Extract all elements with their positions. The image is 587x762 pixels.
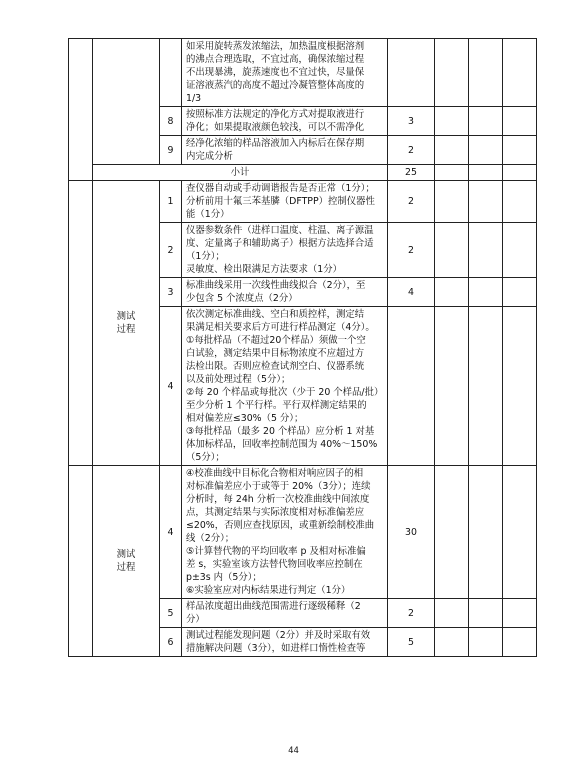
empty-cell: [69, 39, 93, 181]
subtotal-label: [93, 165, 388, 181]
empty-cell: [503, 39, 537, 107]
description-line: 白试验，测定结果中目标物浓度不应超过方: [186, 348, 365, 359]
item-score-text: 2: [408, 144, 414, 156]
description-line: 样品浓度超出曲线范围需进行逐级稀释（2: [186, 601, 361, 612]
empty-cell: [435, 136, 469, 165]
subtotal-label-text: 小计: [230, 167, 250, 178]
description-line: 仪器参数条件（进样口温度、柱温、离子源温: [186, 225, 374, 236]
category-cell: [93, 39, 160, 165]
item-score-text: 5: [408, 636, 414, 648]
description-line: 线（2分）；: [186, 533, 235, 544]
description-line: 至少分析 1 个平行样。平行双样测定结果的: [186, 400, 367, 411]
empty-cell: [69, 466, 93, 657]
item-score: [388, 136, 435, 165]
item-number: [160, 136, 182, 165]
empty-cell: [469, 165, 503, 181]
item-number-text: 5: [167, 607, 174, 619]
category-cell: [93, 466, 160, 657]
empty-cell: [435, 181, 469, 223]
item-description: [182, 628, 388, 657]
empty-cell: [435, 165, 469, 181]
description-line: 经净化浓缩的样品溶液加入内标后在保存期: [186, 138, 365, 149]
description-line: ≤20%，否则应查找原因，或重新绘制校准曲: [186, 520, 375, 531]
item-description: [182, 223, 388, 278]
table-body: [69, 39, 537, 657]
item-number-text: 6: [167, 636, 174, 648]
description-line: ①每批样品（不超过20个样品）须做一个空: [186, 335, 366, 346]
description-line: 1/3: [186, 93, 202, 104]
item-score-text: 2: [408, 607, 414, 619]
category-label: 过程: [116, 324, 136, 335]
item-score-text: 3: [408, 115, 414, 127]
description-line: 果满足相关要求后方可进行样品测定（4分）。: [186, 322, 375, 333]
item-score: [388, 223, 435, 278]
empty-cell: [469, 599, 503, 628]
empty-cell: [469, 628, 503, 657]
empty-cell: [503, 136, 537, 165]
item-score: [388, 307, 435, 466]
empty-cell: [503, 107, 537, 136]
item-description: [182, 107, 388, 136]
item-score-text: 4: [408, 286, 414, 298]
description-line: 对标准偏差应小于或等于 20%（3分）；连续: [186, 481, 371, 492]
item-number: [160, 181, 182, 223]
item-score-text: 30: [405, 526, 417, 538]
item-number-text: 9: [167, 144, 174, 156]
description-line: 以及前处理过程（5分）；: [186, 374, 291, 385]
item-score: [388, 466, 435, 599]
description-line: 能（1分）: [186, 209, 230, 220]
description-line: 措施解决问题（3分），如进样口惰性检查等: [186, 643, 366, 654]
empty-cell: [469, 136, 503, 165]
description-line: 差 s，实验室该方法替代物回收率应控制在: [186, 559, 363, 570]
empty-cell: [435, 107, 469, 136]
item-score: [388, 107, 435, 136]
description-line: ②每 20 个样品或每批次（少于 20 个样品/批）: [186, 387, 383, 398]
empty-cell: [503, 307, 537, 466]
category-cell: [93, 181, 160, 466]
item-score: [388, 39, 435, 107]
item-description: [182, 307, 388, 466]
scoring-table: [68, 38, 537, 657]
empty-cell: [469, 107, 503, 136]
empty-cell: [435, 307, 469, 466]
description-line: 分析前用十氟三苯基膦（DFTPP）控制仪器性: [186, 196, 375, 207]
empty-cell: [469, 181, 503, 223]
subtotal-row: [69, 165, 537, 181]
description-line: 内完成分析: [186, 151, 233, 162]
description-line: 少包含 5 个浓度点（2分）: [186, 293, 298, 304]
item-number-text: 4: [167, 526, 174, 538]
empty-cell: [469, 278, 503, 307]
empty-cell: [435, 628, 469, 657]
subtotal-value: [388, 165, 435, 181]
description-line: 依次测定标准曲线、空白和质控样，测定结: [186, 309, 365, 320]
item-score-text: 2: [408, 244, 414, 256]
item-description: [182, 136, 388, 165]
item-score: [388, 278, 435, 307]
item-score: [388, 181, 435, 223]
item-description: [182, 466, 388, 599]
description-line: 不出现暴沸，旋蒸速度也不宜过快，尽量保: [186, 67, 365, 78]
item-number-text: 3: [167, 286, 174, 298]
description-line: p±3s 内（5分）；: [186, 572, 262, 583]
description-line: 灵敏度、检出限满足方法要求（1分）: [186, 264, 342, 275]
description-line: ⑥实验室应对内标结果进行判定（1分）: [186, 585, 351, 596]
description-line: 测试过程能发现问题（2分）并及时采取有效: [186, 630, 371, 641]
description-line: 相对偏差应≤30%（5 分）；: [186, 413, 304, 424]
description-line: ⑤计算替代物的平均回收率 p 及相对标准偏: [186, 546, 366, 557]
item-score: [388, 628, 435, 657]
table-row: [69, 466, 537, 599]
description-line: 分）: [186, 614, 205, 625]
empty-cell: [503, 165, 537, 181]
empty-cell: [435, 223, 469, 278]
empty-cell: [469, 307, 503, 466]
empty-cell: [503, 278, 537, 307]
description-line: （5分）；: [186, 452, 225, 463]
item-number: [160, 307, 182, 466]
description-line: 证溶液蒸汽的高度不超过冷凝管整体高度的: [186, 80, 365, 91]
description-line: 净化；如果提取液颜色较浅，可以不需净化: [186, 122, 365, 133]
empty-cell: [469, 223, 503, 278]
empty-cell: [435, 599, 469, 628]
category-label: 过程: [116, 562, 136, 573]
empty-cell: [435, 39, 469, 107]
description-line: 标准曲线采用一次线性曲线拟合（2分），至: [186, 280, 366, 291]
item-number: [160, 39, 182, 107]
description-line: （1分）；: [186, 251, 225, 262]
description-line: 如采用旋转蒸发浓缩法，加热温度根据溶剂: [186, 41, 365, 52]
item-number-text: 8: [167, 115, 174, 127]
item-description: [182, 181, 388, 223]
empty-cell: [69, 181, 93, 466]
empty-cell: [503, 628, 537, 657]
item-number: [160, 628, 182, 657]
table-row: [69, 181, 537, 223]
description-line: 分析时，每 24h 分析一次校准曲线中间浓度: [186, 494, 370, 505]
description-line: ④校准曲线中目标化合物相对响应因子的相: [186, 468, 364, 479]
description-line: 的沸点合理选取，不宜过高，确保浓缩过程: [186, 54, 365, 65]
empty-cell: [503, 599, 537, 628]
empty-cell: [435, 278, 469, 307]
description-line: 体加标样品，回收率控制范围为 40%～150%: [186, 439, 378, 450]
item-number-text: 4: [167, 380, 174, 392]
empty-cell: [503, 466, 537, 599]
item-score: [388, 599, 435, 628]
description-line: 法检出限。否则应检查试剂空白、仪器系统: [186, 361, 365, 372]
item-description: [182, 278, 388, 307]
empty-cell: [435, 466, 469, 599]
empty-cell: [469, 39, 503, 107]
description-line: 查仪器自动或手动调谐报告是否正常（1分）；: [186, 183, 375, 194]
description-line: ③每批样品（最多 20 个样品）应分析 1 对基: [186, 426, 375, 437]
item-number: [160, 599, 182, 628]
description-line: 度、定量离子和辅助离子）根据方法选择合适: [186, 238, 374, 249]
item-number: [160, 107, 182, 136]
item-description: [182, 39, 388, 107]
empty-cell: [503, 181, 537, 223]
description-line: 按照标准方法规定的净化方式对提取液进行: [186, 109, 365, 120]
empty-cell: [503, 223, 537, 278]
table-row: [69, 39, 537, 107]
item-number-text: 1: [167, 196, 174, 207]
item-description: [182, 599, 388, 628]
empty-cell: [469, 466, 503, 599]
item-number: [160, 278, 182, 307]
item-score-text: 2: [408, 196, 414, 207]
item-number: [160, 466, 182, 599]
description-line: 点，其测定结果与实际浓度相对标准偏差应: [186, 507, 365, 518]
item-number-text: 2: [167, 244, 174, 256]
item-number: [160, 223, 182, 278]
subtotal-value-text: 25: [405, 167, 417, 178]
category-label: 测试: [116, 549, 136, 560]
page-number: 44: [288, 746, 299, 756]
category-label: 测试: [116, 311, 136, 322]
